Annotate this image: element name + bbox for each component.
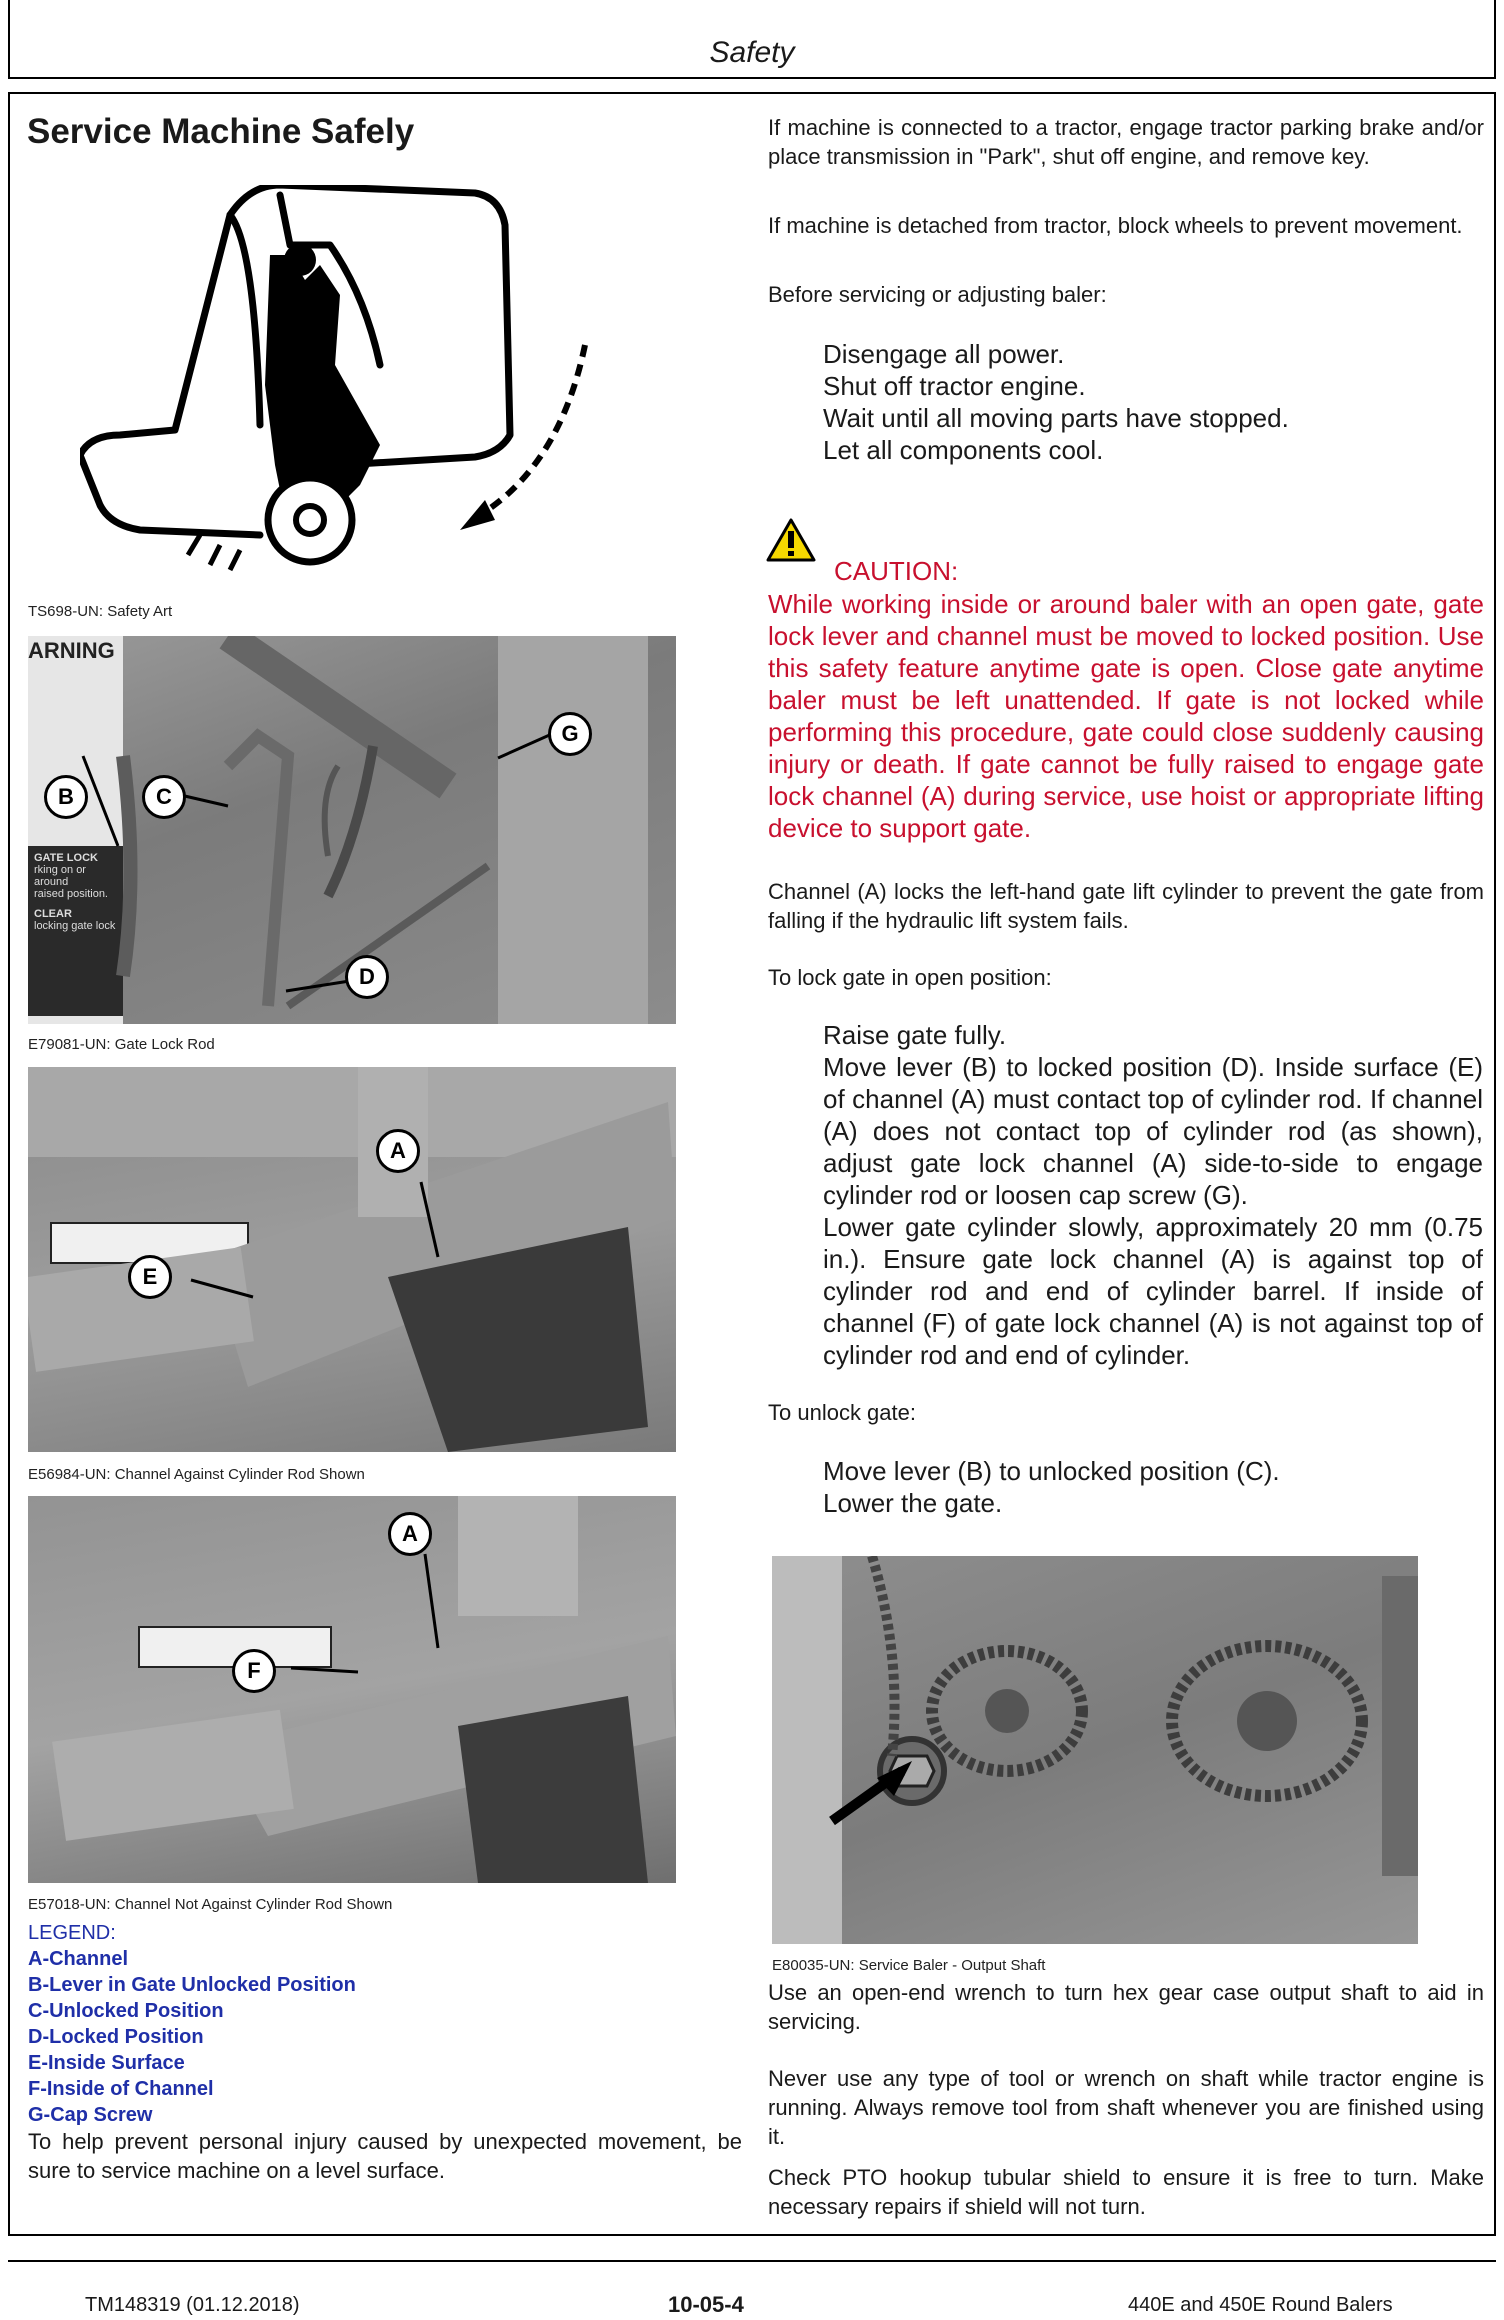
level-surface-note: To help prevent personal injury caused by unexpected movement, be sure to service machine on a level surface. <box>28 2129 742 2183</box>
wheel-icon <box>268 478 352 562</box>
frame-left <box>8 92 10 2235</box>
sticker-line: CLEAR <box>34 908 72 920</box>
paragraph-channel: Channel (A) locks the left-hand gate lift cylinder to prevent the gate from falling if the hydraulic lift system fails. <box>768 879 1484 933</box>
output-shaft-photo <box>772 1556 1418 1944</box>
footer-page-number: 10-05-4 <box>668 2292 744 2317</box>
paragraph-unlock-gate: To unlock gate: <box>768 1400 916 1425</box>
callout-f: F <box>232 1649 276 1693</box>
gate-lock-rod-photo <box>28 636 676 1024</box>
legend-item: F-Inside of Channel <box>28 2078 214 2100</box>
footer-rule <box>8 2260 1496 2262</box>
paragraph-open-end-wrench: Use an open-end wrench to turn hex gear case output shaft to aid in servicing. <box>768 1980 1484 2034</box>
channel-not-against-caption: E57018-UN: Channel Not Against Cylinder Rod Shown <box>28 1896 393 1913</box>
channel-not-against-drawing <box>28 1496 676 1883</box>
caution-text: While working inside or around baler with an open gate, gate lock lever and channel must be moved to locked position. Use this safety feature anytime gate is open. Close gate anytime baler must be left unattended. If gate is not locked while performing this procedure, gate could close suddenly causing injury or death. If gate cannot be fully raised to engage gate lock channel (A) during service, use hoist or appropriate lifting device to support gate. <box>768 589 1484 843</box>
footer-document-id: TM148319 (01.12.2018) <box>85 2294 300 2316</box>
list-item: Lower the gate. <box>823 1488 1003 1518</box>
callout-d: D <box>345 955 389 999</box>
paragraph-detached: If machine is detached from tractor, block wheels to prevent movement. <box>768 213 1463 238</box>
list-item: Move lever (B) to unlocked position (C). <box>823 1456 1280 1486</box>
list-item: Disengage all power. <box>823 339 1065 369</box>
legend-item: G-Cap Screw <box>28 2104 153 2126</box>
legend-item: B-Lever in Gate Unlocked Position <box>28 1974 356 1996</box>
paragraph-before-servicing: Before servicing or adjusting baler: <box>768 282 1107 307</box>
safety-art-illustration <box>80 185 620 585</box>
channel-against-caption: E56984-UN: Channel Against Cylinder Rod Shown <box>28 1466 365 1483</box>
header-rule <box>8 77 1496 79</box>
warning-sign-header: ARNING <box>28 638 115 663</box>
paragraph-pto-shield: Check PTO hookup tubular shield to ensure it is free to turn. Make necessary repairs if shield will not turn. <box>768 2165 1484 2219</box>
servicing-steps-list <box>823 338 1483 466</box>
output-shaft-drawing <box>772 1556 1418 1944</box>
lock-gate-steps-list <box>823 1019 1483 1371</box>
frame-bottom <box>8 2234 1496 2236</box>
legend <box>28 1920 356 2128</box>
header-title: Safety <box>709 36 795 69</box>
channel-not-against-photo <box>28 1496 676 1883</box>
list-item: Wait until all moving parts have stopped. <box>823 403 1289 433</box>
channel-against-photo <box>28 1067 676 1452</box>
legend-item: A-Channel <box>28 1948 128 1970</box>
list-item: Shut off tractor engine. <box>823 371 1086 401</box>
legend-title: LEGEND: <box>28 1922 116 1944</box>
legend-item: C-Unlocked Position <box>28 2000 224 2022</box>
callout-c: C <box>142 775 186 819</box>
motion-arrow-icon <box>480 345 585 515</box>
safety-art-caption: TS698-UN: Safety Art <box>28 603 173 620</box>
callout-e: E <box>128 1255 172 1299</box>
sticker-line: locking gate lock <box>34 920 116 932</box>
channel-against-drawing <box>28 1067 676 1452</box>
unlock-gate-steps-list <box>823 1455 1483 1519</box>
legend-item: E-Inside Surface <box>28 2052 185 2074</box>
callout-b: B <box>44 775 88 819</box>
callout-g: G <box>548 712 592 756</box>
caution-warning-icon <box>766 518 816 562</box>
gate-lock-rod-caption: E79081-UN: Gate Lock Rod <box>28 1036 215 1053</box>
section-title: Service Machine Safely <box>27 112 415 151</box>
paragraph-connected: If machine is connected to a tractor, engage tractor parking brake and/or place transmission in "Park", shut off engine, and remove key. <box>768 115 1484 169</box>
list-item: Move lever (B) to locked position (D). Inside surface (E) of channel (A) must contact top of cylinder rod. If channel (A) does not contact top of cylinder rod (as shown), adjust gate lock channel (A) side-to-side to engage cylinder rod or loosen cap screw (G). <box>823 1052 1483 1210</box>
output-shaft-caption: E80035-UN: Service Baler - Output Shaft <box>772 1957 1046 1974</box>
callout-a: A <box>388 1512 432 1556</box>
paragraph-never-use-tool: Never use any type of tool or wrench on shaft while tractor engine is running. Always remove tool from shaft whenever you are finished using it. <box>768 2066 1484 2149</box>
paragraph-lock-gate: To lock gate in open position: <box>768 965 1052 990</box>
frame-top <box>8 92 1496 94</box>
list-item: Let all components cool. <box>823 435 1104 465</box>
footer-model: 440E and 450E Round Balers <box>1128 2294 1393 2316</box>
list-item: Lower gate cylinder slowly, approximately 20 mm (0.75 in.). Ensure gate lock channel (A) is against top of cylinder rod and end of cylinder barrel. If inside of channel (F) of gate lock channel (A) is not against top of cylinder rod and end of cylinder. <box>823 1212 1483 1370</box>
caution-label: CAUTION: <box>834 556 959 586</box>
list-item: Raise gate fully. <box>823 1020 1007 1050</box>
sticker-line: GATE LOCK <box>34 852 98 864</box>
legend-item: D-Locked Position <box>28 2026 204 2048</box>
frame-right <box>1494 92 1496 2235</box>
sticker-line: rking on or around <box>34 864 86 888</box>
callout-a: A <box>376 1129 420 1173</box>
sticker-line: raised position. <box>34 888 108 900</box>
